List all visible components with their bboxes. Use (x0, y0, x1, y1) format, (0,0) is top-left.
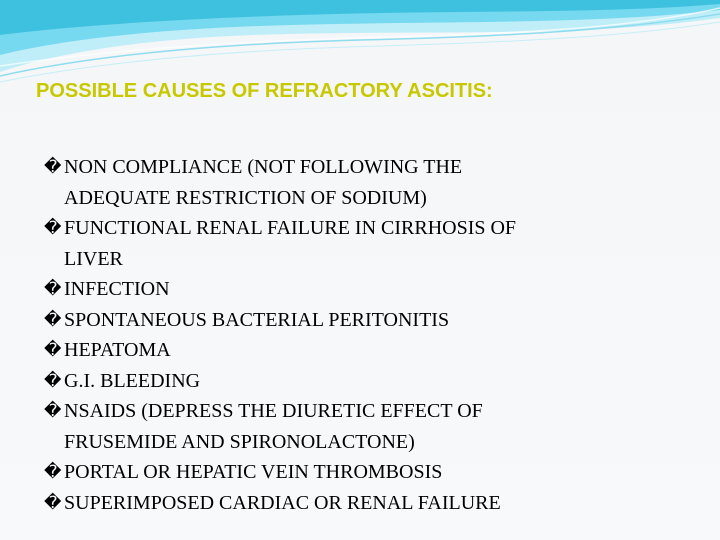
bullet-icon: � (44, 340, 62, 360)
list-item-line: NSAIDS (DEPRESS THE DIURETIC EFFECT OF (64, 400, 483, 422)
bullet-icon: � (44, 401, 62, 421)
list-item-line: G.I. BLEEDING (64, 369, 201, 392)
list-item (44, 335, 684, 366)
list-item-line: LIVER (64, 247, 123, 270)
slide-title: POSSIBLE CAUSES OF REFRACTORY ASCITIS: (36, 80, 493, 102)
list-item-line: NON COMPLIANCE (NOT FOLLOWING THE (64, 156, 463, 178)
bullet-icon: � (44, 492, 62, 513)
bullet-icon: � (44, 462, 62, 482)
list-item-line: SPONTANEOUS BACTERIAL PERITONITIS (64, 308, 450, 331)
bullet-icon: � (44, 309, 62, 330)
list-item-line: INFECTION (64, 278, 170, 300)
bullet-icon: � (44, 279, 62, 299)
list-item-line: FRUSEMIDE AND SPIRONOLACTONE) (64, 430, 415, 453)
bullet-icon: � (44, 218, 62, 238)
list-item-line: HEPATOMA (64, 339, 171, 361)
list-item-line: FUNCTIONAL RENAL FAILURE IN CIRRHOSIS OF (64, 217, 517, 239)
list-item (44, 152, 684, 213)
bullet-icon: � (44, 157, 62, 177)
list-item (44, 366, 684, 397)
list-item (44, 488, 684, 519)
list-item (44, 213, 684, 274)
list-item (44, 457, 684, 488)
list-item (44, 305, 684, 336)
list-item-line: SUPERIMPOSED CARDIAC OR RENAL FAILURE (64, 491, 501, 514)
list-item-line: PORTAL OR HEPATIC VEIN THROMBOSIS (64, 461, 443, 483)
causes-list (44, 152, 684, 518)
bullet-icon: � (44, 370, 62, 391)
list-item (44, 396, 684, 457)
list-item-line: ADEQUATE RESTRICTION OF SODIUM) (64, 186, 427, 209)
list-item (44, 274, 684, 305)
